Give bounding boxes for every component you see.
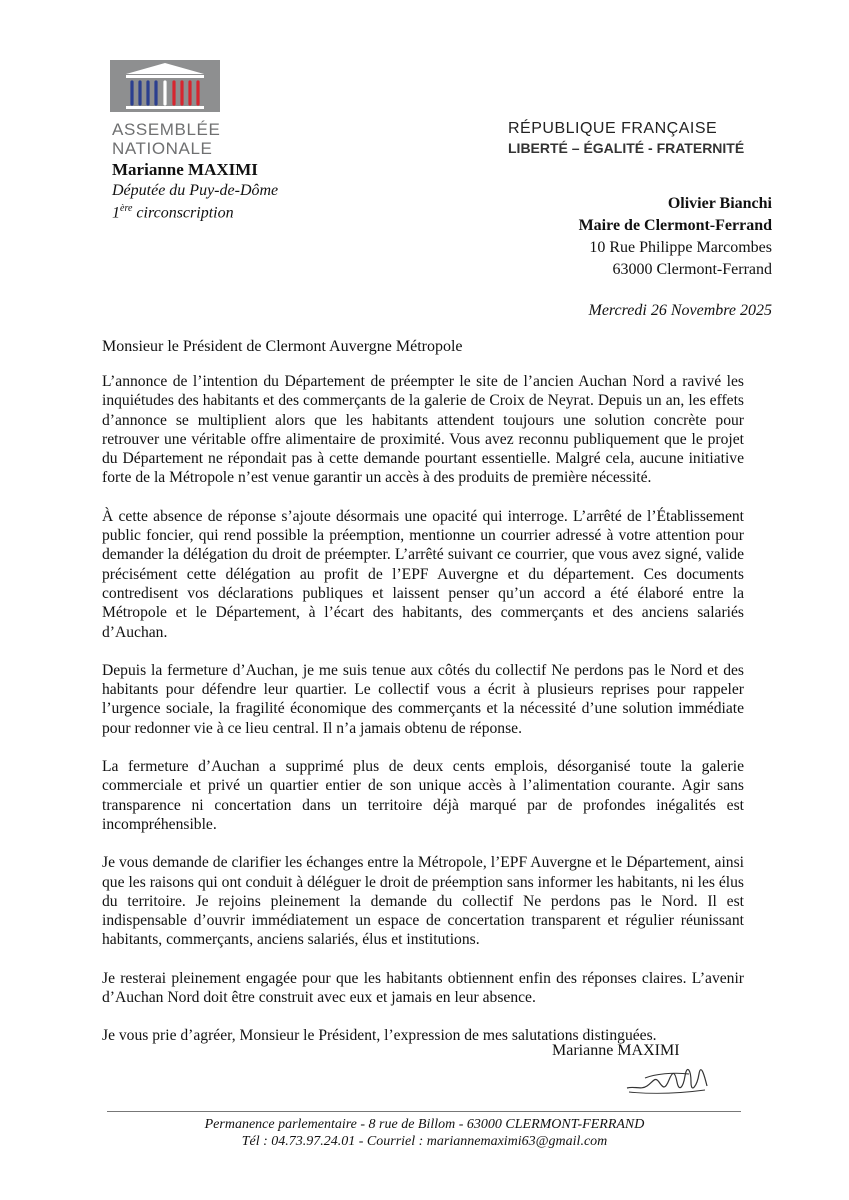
circonscription-text: circonscription [132, 204, 234, 222]
republique-title: RÉPUBLIQUE FRANÇAISE [508, 120, 718, 137]
letter-body [102, 372, 744, 1065]
recipient-city: 63000 Clermont-Ferrand [612, 261, 772, 278]
republique-header [508, 120, 744, 156]
recipient-street: 10 Rue Philippe Marcombes [589, 239, 772, 256]
republique-motto: LIBERTÉ – ÉGALITÉ - FRATERNITÉ [508, 140, 745, 156]
logo-hemicycle-graphic [108, 58, 228, 116]
paragraph: Depuis la fermeture d’Auchan, je me suis tenue aux côtés du collectif Ne perdons pas le Nord et des habitants pour défendre leur quartier. Le collectif vous a écrit à plusieurs reprises pour rappeler l’urgence sociale, la fragilité économique des commerçants et la nécessité d’une solution immédiate pour redonner vie à ce lieu central. Il n’a jamais obtenu de réponse. [102, 661, 744, 737]
footer [0, 1116, 849, 1150]
wordmark-line-2: NATIONALE [112, 139, 213, 158]
recipient-block [579, 193, 772, 281]
footer-contact: Tél : 04.73.97.24.01 - Courriel : mariannemaximi63@gmail.com [241, 1134, 608, 1149]
paragraph: À cette absence de réponse s’ajoute désormais une opacité qui interroge. L’arrêté de l’Établissement public foncier, qui rend possible la préemption, mentionne un courrier adressé à votre attention pour demander la délégation du droit de préempter. L’arrêté suivant ce courrier, que vous avez signé, valide précisément cette délégation au profit de l’EPF Auvergne et du département. Ces documents contredisent vos déclarations publiques et laissent penser qu’un accord a été élaboré entre la Métropole et le Département, à l’écart des habitants, des commerçants et des anciens salariés d’Auchan. [102, 507, 744, 641]
recipient-name: Olivier Bianchi [667, 195, 772, 212]
deputy-role: Députée du Puy-de-Dôme [112, 182, 279, 199]
paragraph: Je resterai pleinement engagée pour que les habitants obtiennent enfin des réponses claires. L’avenir d’Auchan Nord doit être construit avec eux et jamais en leur absence. [102, 969, 744, 1007]
assemblee-nationale-wordmark [112, 120, 242, 158]
wordmark-line-1: ASSEMBLÉE [112, 120, 221, 139]
deputy-circonscription [112, 203, 234, 222]
handwritten-signature-icon [625, 1064, 711, 1101]
letter-date: Mercredi 26 Novembre 2025 [588, 302, 772, 319]
footer-divider [107, 1111, 741, 1112]
signature-graphic [625, 1064, 711, 1096]
signer-name: Marianne MAXIMI [552, 1042, 680, 1059]
assemblee-nationale-logo-icon [108, 58, 238, 116]
paragraph: Je vous prie d’agréer, Monsieur le Président, l’expression de mes salutations distinguées. [102, 1027, 657, 1045]
paragraph: L’annonce de l’intention du Département de préempter le site de l’ancien Auchan Nord a ravivé les inquiétudes des habitants et des commerçants de la galerie de Croix de Neyrat. Depuis un an, les effets d’annonce se multiplient alors que les habitants attendent toujours une solution concrète pour retrouver une véritable offre alimentaire de proximité. Vous avez reconnu publiquement que le projet du Département ne répondait pas à cette demande pourtant essentielle. Malgré cela, aucune initiative forte de la Métropole n’est venue garantir un accès à des produits de première nécessité. [102, 373, 744, 487]
circonscription-superscript: ère [120, 203, 133, 214]
recipient-title: Maire de Clermont-Ferrand [578, 217, 772, 234]
footer-address: Permanence parlementaire - 8 rue de Billom - 63000 CLERMONT-FERRAND [204, 1117, 645, 1132]
paragraph: La fermeture d’Auchan a supprimé plus de deux cents emplois, désorganisé toute la galerie commerciale et privé un quartier entier de son unique accès à l’alimentation courante. Agir sans transparence ni concertation dans un territoire déjà marqué par de profondes inégalités est incompréhensible. [102, 758, 744, 833]
deputy-name: Marianne MAXIMI [112, 160, 258, 179]
salutation: Monsieur le Président de Clermont Auvergne Métropole [102, 338, 463, 355]
circonscription-number: 1 [112, 204, 120, 222]
paragraph: Je vous demande de clarifier les échanges entre la Métropole, l’EPF Auvergne et le Département, ainsi que les raisons qui ont conduit à déléguer le droit de préemption sans informer les habitants, ni les élus du territoire. Je rejoins pleinement la demande du collectif Ne perdons pas le Nord. Il est indispensable d’ouvrir immédiatement un espace de concertation transparent et régulier réunissant habitants, commerçants, anciens salariés, élus et institutions. [102, 854, 744, 949]
